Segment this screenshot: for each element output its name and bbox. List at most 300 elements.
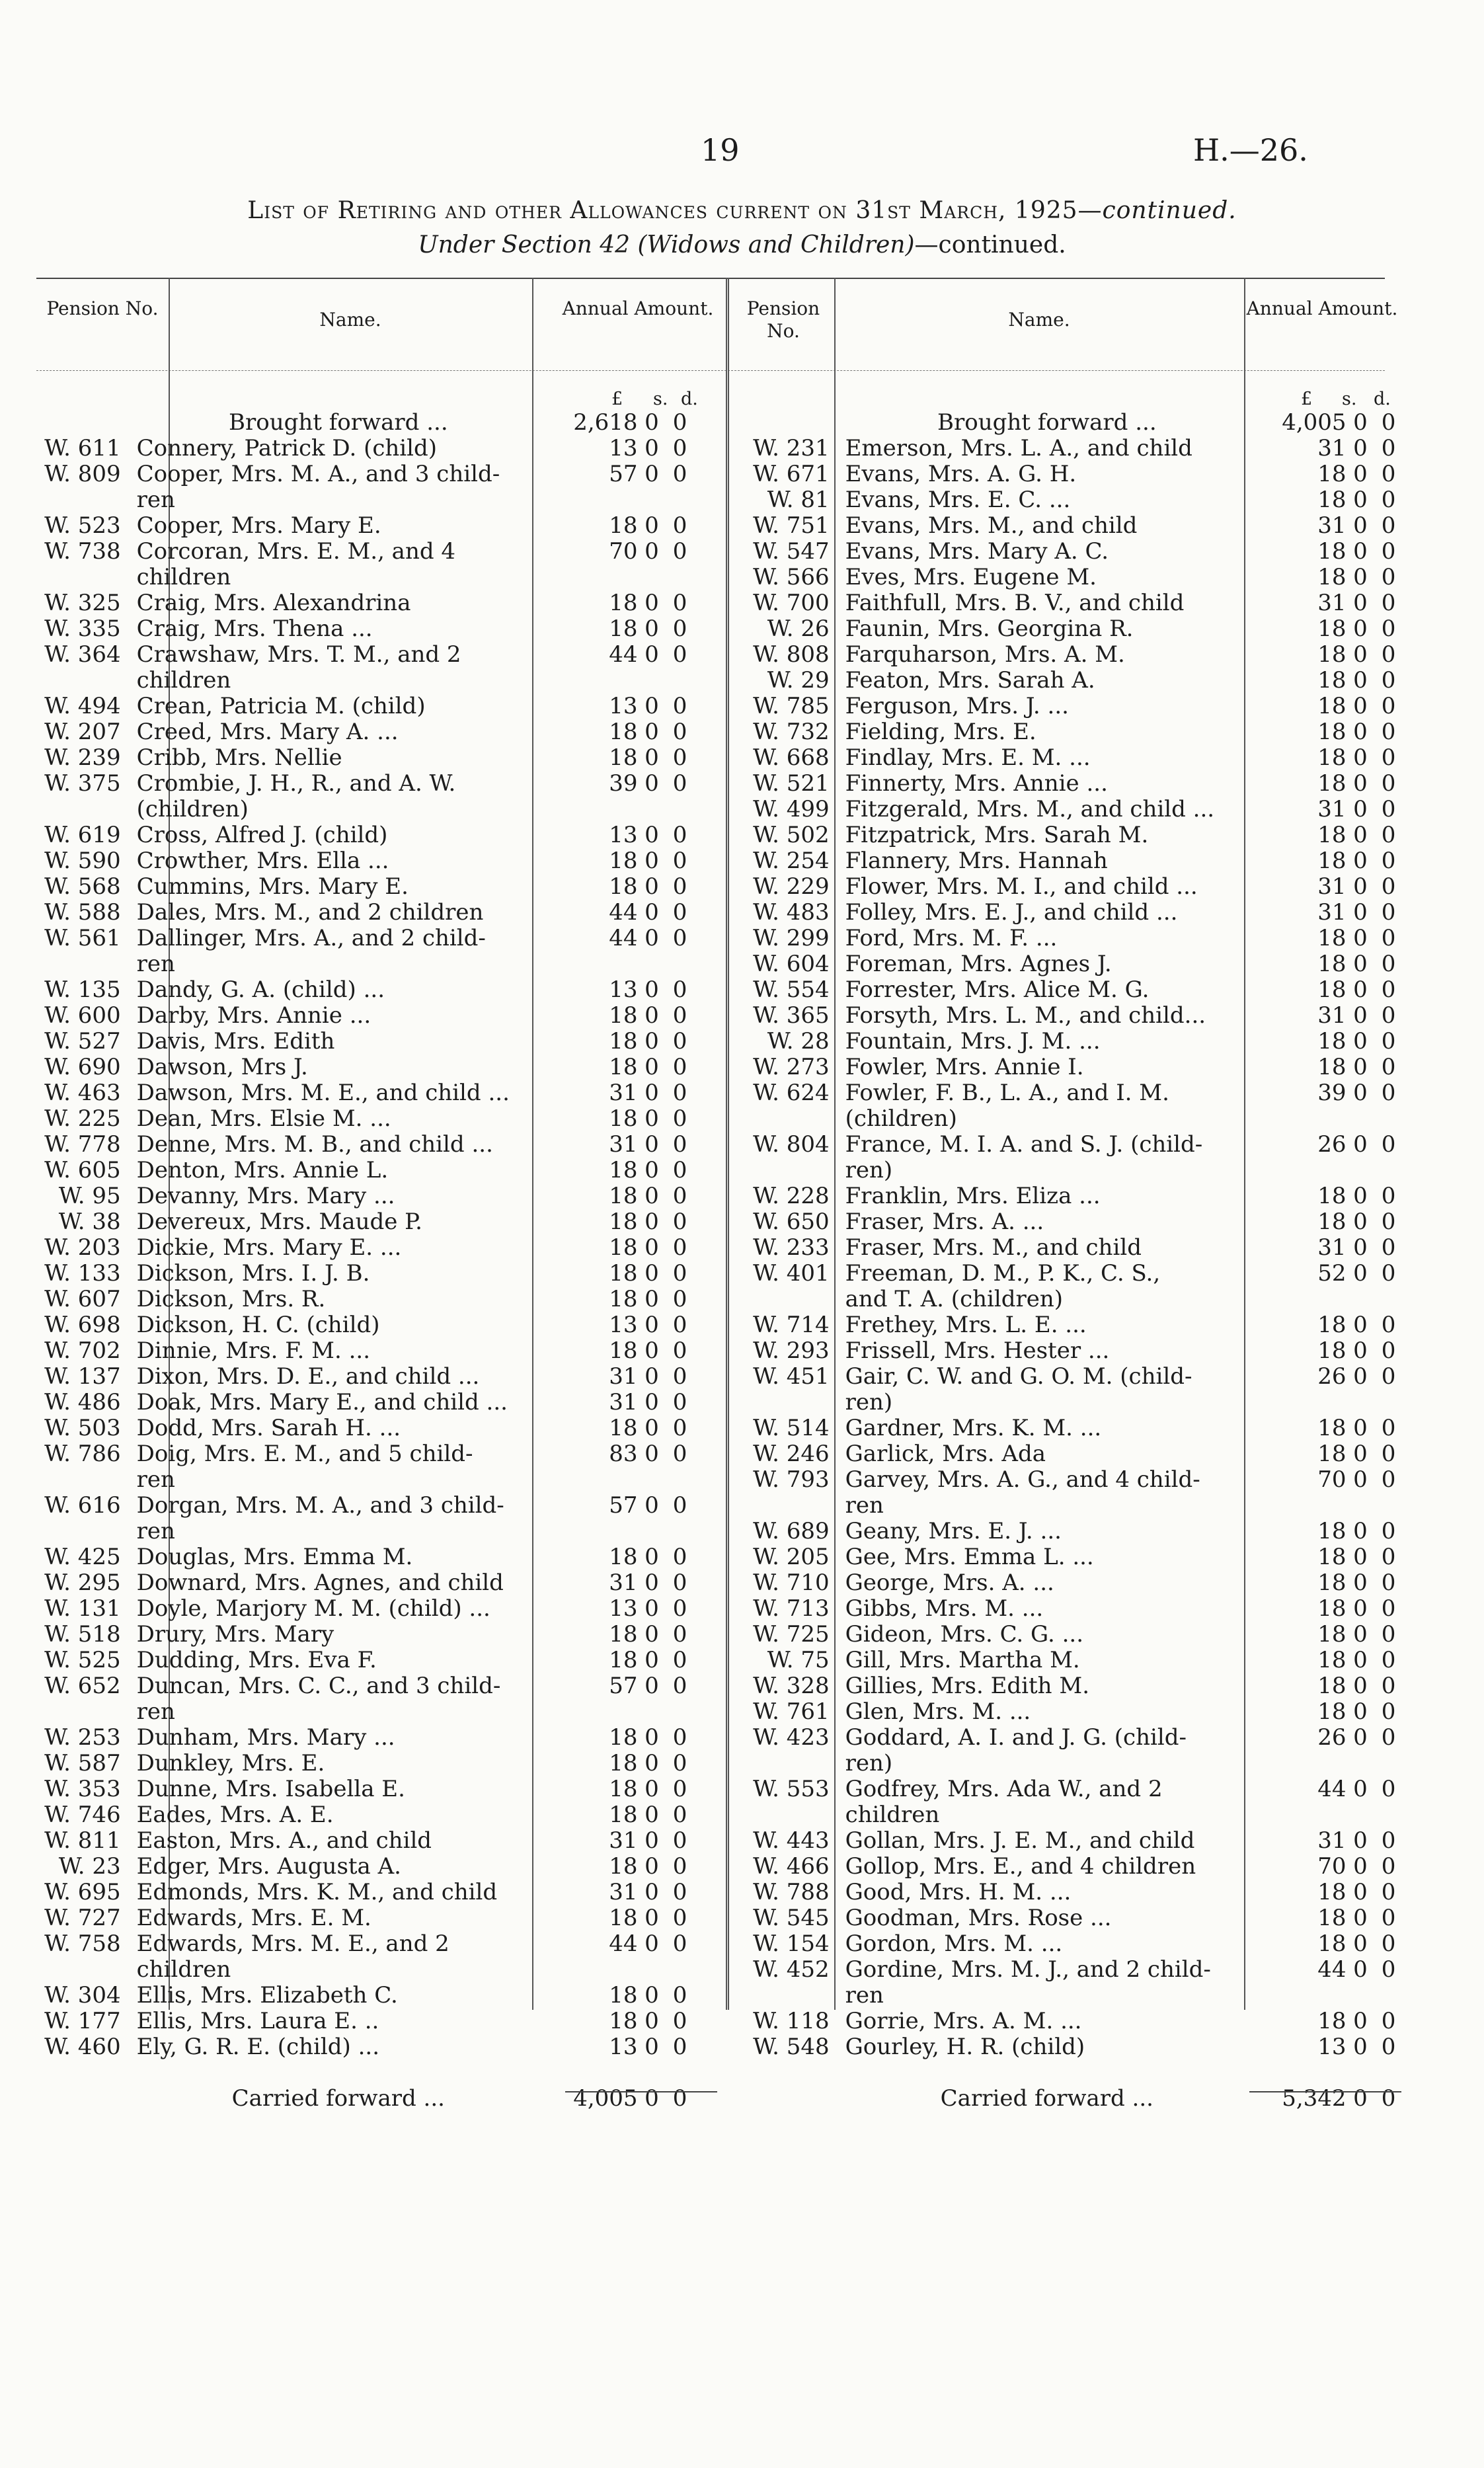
amount-pence: 0 bbox=[672, 1802, 687, 1828]
pension-no: W. 95 bbox=[58, 1183, 121, 1209]
table-row bbox=[26, 1415, 694, 1441]
pensioner-name: Creed, Mrs. Mary A. ... bbox=[136, 719, 399, 745]
table-row bbox=[735, 539, 1403, 565]
pensioner-name: Connery, Patrick D. (child) bbox=[136, 435, 438, 461]
amount-pence: 0 bbox=[1381, 822, 1396, 848]
amount-shillings: 0 bbox=[1353, 1724, 1368, 1751]
pensioner-name: Gorrie, Mrs. A. M. ... bbox=[845, 2008, 1082, 2034]
pensioner-name: Cooper, Mrs. Mary E. bbox=[136, 512, 381, 539]
table-row bbox=[26, 694, 694, 719]
amount-pounds: 31 bbox=[1317, 590, 1347, 616]
amount-pounds: 13 bbox=[609, 1595, 638, 1622]
pensioner-name: ren bbox=[845, 1982, 884, 2009]
pensioner-name: Drury, Mrs. Mary bbox=[136, 1621, 334, 1648]
amount-pence: 0 bbox=[672, 1905, 687, 1931]
amount-pence: 0 bbox=[1381, 1544, 1396, 1570]
pension-no: W. 364 bbox=[44, 641, 121, 668]
amount-pounds: 31 bbox=[1317, 435, 1347, 461]
amount-pounds: 18 bbox=[609, 512, 638, 539]
amount-pounds: 18 bbox=[609, 1337, 638, 1364]
amount-shillings: 0 bbox=[1353, 1698, 1368, 1725]
amount-pounds: 31 bbox=[1317, 1827, 1347, 1854]
pension-no: W. 525 bbox=[44, 1647, 121, 1673]
pensioner-name: children bbox=[136, 1956, 231, 1983]
header-pension-no: Pension No. bbox=[46, 298, 159, 319]
total-rule-left bbox=[565, 2091, 717, 2092]
pension-no: W. 228 bbox=[753, 1183, 830, 1209]
amount-shillings: 0 bbox=[1353, 641, 1368, 668]
amount-shillings: 0 bbox=[1353, 719, 1368, 745]
pensioner-name: Cummins, Mrs. Mary E. bbox=[136, 873, 409, 900]
amount-pence: 0 bbox=[672, 641, 687, 668]
pension-no bbox=[26, 668, 129, 694]
pensioner-name: Godfrey, Mrs. Ada W., and 2 bbox=[845, 1776, 1163, 1802]
pension-no bbox=[26, 565, 129, 590]
pension-no: W. 714 bbox=[753, 1312, 830, 1338]
table-row bbox=[26, 539, 694, 565]
pensioner-name: Carried forward ... bbox=[231, 2085, 445, 2112]
amount-pounds: 18 bbox=[1317, 1337, 1347, 1364]
amount-pounds: 18 bbox=[1317, 564, 1347, 590]
pension-no: W. 486 bbox=[44, 1389, 121, 1415]
table-row bbox=[26, 616, 694, 642]
header-name: Name. bbox=[1008, 309, 1070, 331]
amount-pounds: 18 bbox=[609, 1776, 638, 1802]
amount-shillings: 0 bbox=[1353, 1441, 1368, 1467]
amount-shillings bbox=[1347, 1751, 1375, 1776]
amount-shillings: 0 bbox=[1353, 1570, 1368, 1596]
amount-pence: 0 bbox=[672, 925, 687, 951]
pension-no bbox=[735, 1983, 838, 2009]
pensioner-name: (children) bbox=[136, 796, 249, 822]
amount-shillings: 0 bbox=[1353, 1673, 1368, 1699]
pensioner-name: ren) bbox=[845, 1750, 893, 1776]
amount-pence: 0 bbox=[1381, 1931, 1396, 1957]
amount-pence: 0 bbox=[1381, 1260, 1396, 1287]
pension-no: W. 652 bbox=[44, 1673, 121, 1699]
table-row bbox=[735, 513, 1403, 539]
amount-shillings: 0 bbox=[1353, 693, 1368, 719]
pension-no: W. 554 bbox=[753, 976, 830, 1003]
pensioner-name: Fitzpatrick, Mrs. Sarah M. bbox=[845, 822, 1149, 848]
amount-pounds: 18 bbox=[609, 616, 638, 642]
amount-pounds: 31 bbox=[609, 1389, 638, 1415]
amount-pounds: 18 bbox=[609, 590, 638, 616]
pensioner-name: Ellis, Mrs. Elizabeth C. bbox=[136, 1982, 398, 2009]
amount-pence: 0 bbox=[672, 1080, 687, 1106]
pension-no: W. 137 bbox=[44, 1363, 121, 1390]
amount-pounds: 18 bbox=[609, 1415, 638, 1441]
amount-shillings: 0 bbox=[644, 1750, 659, 1776]
amount-pounds: 18 bbox=[609, 1982, 638, 2009]
pension-no: W. 254 bbox=[753, 848, 830, 874]
amount-pounds: 18 bbox=[609, 1724, 638, 1751]
table-row bbox=[26, 1776, 694, 1802]
pension-no: W. 460 bbox=[44, 2034, 121, 2060]
amount-shillings: 0 bbox=[644, 2085, 659, 2112]
amount-pounds: 18 bbox=[609, 1054, 638, 1080]
amount-pounds: 18 bbox=[1317, 1054, 1347, 1080]
amount-shillings: 0 bbox=[644, 1415, 659, 1441]
amount-shillings: 0 bbox=[644, 435, 659, 461]
pensioner-name: Good, Mrs. H. M. ... bbox=[845, 1879, 1072, 1905]
amount-shillings: 0 bbox=[1353, 1466, 1368, 1493]
pensioner-name: Garvey, Mrs. A. G., and 4 child- bbox=[845, 1466, 1200, 1493]
pensioner-name: Evans, Mrs. A. G. H. bbox=[845, 461, 1077, 487]
header-annual-amount: Annual Amount. bbox=[1246, 298, 1398, 319]
pension-no: W. 246 bbox=[753, 1441, 830, 1467]
pensioner-name: ren bbox=[136, 1698, 175, 1725]
pension-no: W. 732 bbox=[753, 719, 830, 745]
table-row bbox=[735, 1776, 1403, 1802]
amount-shillings: 0 bbox=[644, 873, 659, 900]
pension-no: W. 702 bbox=[44, 1337, 121, 1364]
amount-shillings: 0 bbox=[644, 848, 659, 874]
pensioner-name: Ferguson, Mrs. J. ... bbox=[845, 693, 1069, 719]
pension-no: W. 375 bbox=[44, 770, 121, 797]
amount-shillings: 0 bbox=[644, 1879, 659, 1905]
pension-no: W. 239 bbox=[44, 744, 121, 771]
table-row bbox=[26, 1132, 694, 1158]
amount-pounds: 31 bbox=[1317, 1234, 1347, 1261]
amount-pence bbox=[1374, 1106, 1403, 1132]
table-row bbox=[26, 1235, 694, 1261]
table-row bbox=[26, 977, 694, 1003]
table-row bbox=[26, 1957, 694, 1983]
amount-pence: 0 bbox=[1381, 1827, 1396, 1854]
amount-shillings: 0 bbox=[644, 1982, 659, 2009]
amount-pence: 0 bbox=[672, 1131, 687, 1158]
amount-shillings: 0 bbox=[1353, 1879, 1368, 1905]
table-row bbox=[735, 1106, 1403, 1132]
table-row bbox=[26, 1390, 694, 1415]
table-row bbox=[26, 1828, 694, 1854]
amount-pounds: 18 bbox=[1317, 1570, 1347, 1596]
table-row bbox=[26, 1029, 694, 1055]
table-row bbox=[735, 1544, 1403, 1570]
amount-pounds: 18 bbox=[1317, 1518, 1347, 1544]
amount-shillings bbox=[638, 1699, 666, 1725]
amount-pence: 0 bbox=[672, 1750, 687, 1776]
amount-pence: 0 bbox=[1381, 461, 1396, 487]
amount-pounds: 18 bbox=[609, 873, 638, 900]
pension-no: W. 548 bbox=[753, 2034, 830, 2060]
amount-pence: 0 bbox=[1381, 976, 1396, 1003]
pensioner-name: Dawson, Mrs J. bbox=[136, 1054, 308, 1080]
amount-pence bbox=[666, 1519, 694, 1544]
amount-pence bbox=[1374, 1390, 1403, 1415]
amount-pence: 0 bbox=[1381, 899, 1396, 926]
pension-no bbox=[735, 1751, 838, 1776]
table-row bbox=[26, 1364, 694, 1390]
amount-pence: 0 bbox=[672, 2034, 687, 2060]
table-row bbox=[26, 1673, 694, 1699]
pensioner-name: ren) bbox=[845, 1389, 893, 1415]
amount-shillings: 0 bbox=[1353, 1234, 1368, 1261]
pensioner-name: Dean, Mrs. Elsie M. ... bbox=[136, 1105, 391, 1132]
amount-shillings: 0 bbox=[1353, 564, 1368, 590]
amount-pounds: 18 bbox=[609, 1286, 638, 1312]
table-row bbox=[735, 487, 1403, 513]
amount-pounds: 18 bbox=[1317, 1698, 1347, 1725]
amount-pounds: 18 bbox=[609, 848, 638, 874]
amount-pence: 0 bbox=[1381, 1595, 1396, 1622]
table-row bbox=[735, 1854, 1403, 1880]
table-row bbox=[735, 1570, 1403, 1596]
ledger-right bbox=[735, 410, 1403, 2112]
table-row bbox=[26, 874, 694, 900]
amount-shillings: 0 bbox=[644, 1080, 659, 1106]
pension-no: W. 425 bbox=[44, 1544, 121, 1570]
pensioner-name: Duncan, Mrs. C. C., and 3 child- bbox=[136, 1673, 501, 1699]
pension-no: W. 203 bbox=[44, 1234, 121, 1261]
shillings-label: s. bbox=[1342, 389, 1357, 409]
forward-row bbox=[735, 2086, 1403, 2112]
amount-pence: 0 bbox=[1381, 848, 1396, 874]
pension-no: W. 793 bbox=[753, 1466, 830, 1493]
table-row bbox=[735, 1699, 1403, 1725]
amount-shillings bbox=[638, 668, 666, 694]
table-row bbox=[735, 745, 1403, 771]
amount-pence: 0 bbox=[1381, 1879, 1396, 1905]
pension-no: W. 499 bbox=[753, 796, 830, 822]
pension-no: W. 75 bbox=[767, 1647, 830, 1673]
amount-pounds: 57 bbox=[609, 1492, 638, 1519]
amount-pounds: 18 bbox=[1317, 1544, 1347, 1570]
amount-pounds: 18 bbox=[609, 1183, 638, 1209]
pensioner-name: Devereux, Mrs. Maude P. bbox=[136, 1209, 422, 1235]
table-row bbox=[26, 1802, 694, 1828]
pension-no: W. 671 bbox=[753, 461, 830, 487]
amount-pounds: 39 bbox=[609, 770, 638, 797]
pensioner-name: Dales, Mrs. M., and 2 children bbox=[136, 899, 484, 926]
pensioner-name: Goodman, Mrs. Rose ... bbox=[845, 1905, 1112, 1931]
pensioner-name: Crowther, Mrs. Ella ... bbox=[136, 848, 389, 874]
amount-pence: 0 bbox=[1381, 1905, 1396, 1931]
pensioner-name: Davis, Mrs. Edith bbox=[136, 1028, 335, 1055]
amount-pounds: 18 bbox=[1317, 822, 1347, 848]
pensioner-name: Dorgan, Mrs. M. A., and 3 child- bbox=[136, 1492, 504, 1519]
amount-pence: 0 bbox=[672, 1982, 687, 2009]
amount-pence: 0 bbox=[1381, 1441, 1396, 1467]
amount-pounds bbox=[1249, 1390, 1346, 1415]
pension-no: W. 588 bbox=[44, 899, 121, 926]
pension-no bbox=[735, 410, 838, 436]
amount-shillings: 0 bbox=[644, 1647, 659, 1673]
amount-pence: 0 bbox=[672, 2008, 687, 2034]
amount-pence: 0 bbox=[1381, 2034, 1396, 2060]
amount-shillings: 0 bbox=[644, 1724, 659, 1751]
table-row bbox=[735, 848, 1403, 874]
amount-shillings: 0 bbox=[644, 976, 659, 1003]
amount-shillings: 0 bbox=[1353, 1853, 1368, 1880]
amount-pence bbox=[1374, 1802, 1403, 1828]
table-row bbox=[735, 771, 1403, 797]
amount-pounds: 18 bbox=[609, 1209, 638, 1235]
table-row bbox=[26, 1080, 694, 1106]
amount-pence: 0 bbox=[1381, 1673, 1396, 1699]
amount-pounds: 18 bbox=[1317, 951, 1347, 977]
amount-pence: 0 bbox=[672, 1183, 687, 1209]
table-row bbox=[735, 926, 1403, 951]
pensioner-name: Gideon, Mrs. C. G. ... bbox=[845, 1621, 1084, 1648]
pensioner-name: Dickie, Mrs. Mary E. ... bbox=[136, 1234, 402, 1261]
pensioner-name: Denton, Mrs. Annie L. bbox=[136, 1157, 389, 1183]
amount-pence bbox=[666, 1957, 694, 1983]
ledger-left bbox=[26, 410, 694, 2112]
amount-pounds: 31 bbox=[609, 1363, 638, 1390]
pensioner-name: Folley, Mrs. E. J., and child ... bbox=[845, 899, 1178, 926]
pension-no: W. 725 bbox=[753, 1621, 830, 1648]
table-row bbox=[26, 2034, 694, 2060]
amount-pence bbox=[666, 668, 694, 694]
amount-pounds bbox=[540, 1957, 637, 1983]
pension-no: W. 177 bbox=[44, 2008, 121, 2034]
amount-pounds: 13 bbox=[609, 976, 638, 1003]
amount-shillings: 0 bbox=[1353, 1595, 1368, 1622]
table-row bbox=[735, 822, 1403, 848]
amount-shillings: 0 bbox=[644, 1363, 659, 1390]
amount-pounds: 57 bbox=[609, 1673, 638, 1699]
pension-no: W. 785 bbox=[753, 693, 830, 719]
pensioner-name: ren bbox=[136, 487, 175, 513]
amount-shillings: 0 bbox=[644, 1621, 659, 1648]
table-row bbox=[735, 694, 1403, 719]
amount-pence: 0 bbox=[1381, 1363, 1396, 1390]
amount-shillings: 0 bbox=[1353, 873, 1368, 900]
table-row bbox=[735, 2034, 1403, 2060]
amount-pounds: 18 bbox=[1317, 1183, 1347, 1209]
pension-no: W. 566 bbox=[753, 564, 830, 590]
pensioner-name: Downard, Mrs. Agnes, and child bbox=[136, 1570, 504, 1596]
pensioner-name: Eades, Mrs. A. E. bbox=[136, 1802, 334, 1828]
table-row bbox=[735, 719, 1403, 745]
amount-pence bbox=[666, 2060, 694, 2086]
pension-no bbox=[735, 1158, 838, 1183]
pensioner-name: Craig, Mrs. Thena ... bbox=[136, 616, 373, 642]
pension-no: W. 154 bbox=[753, 1931, 830, 1957]
table-row bbox=[26, 513, 694, 539]
pensioner-name: Faunin, Mrs. Georgina R. bbox=[845, 616, 1134, 642]
amount-pence: 0 bbox=[672, 1853, 687, 1880]
amount-pounds: 44 bbox=[609, 641, 638, 668]
pensioner-name: Craig, Mrs. Alexandrina bbox=[136, 590, 411, 616]
amount-shillings: 0 bbox=[644, 1054, 659, 1080]
pension-no: W. 23 bbox=[58, 1853, 121, 1880]
table-row bbox=[26, 1261, 694, 1287]
amount-pence: 0 bbox=[672, 1234, 687, 1261]
amount-pence: 0 bbox=[672, 770, 687, 797]
table-row bbox=[735, 1003, 1403, 1029]
pensioner-name: Doak, Mrs. Mary E., and child ... bbox=[136, 1389, 508, 1415]
pensioner-name: Gee, Mrs. Emma L. ... bbox=[845, 1544, 1094, 1570]
pensioner-name: Freeman, D. M., P. K., C. S., bbox=[845, 1260, 1161, 1287]
amount-pounds: 70 bbox=[1317, 1466, 1347, 1493]
header-pension-no: Pension No. bbox=[746, 298, 820, 342]
pension-no: W. 710 bbox=[753, 1570, 830, 1596]
pension-no bbox=[26, 2086, 129, 2112]
amount-pence bbox=[666, 1467, 694, 1493]
pension-no: W. 118 bbox=[753, 2008, 830, 2034]
pension-no: W. 604 bbox=[753, 951, 830, 977]
amount-pounds bbox=[540, 1699, 637, 1725]
table-row bbox=[26, 1158, 694, 1183]
amount-pence bbox=[1374, 1751, 1403, 1776]
pensioner-name: Frethey, Mrs. L. E. ... bbox=[845, 1312, 1087, 1338]
pension-no: W. 650 bbox=[753, 1209, 830, 1235]
pensioner-name: Garlick, Mrs. Ada bbox=[845, 1441, 1046, 1467]
table-row bbox=[735, 1467, 1403, 1493]
pension-no bbox=[26, 1957, 129, 1983]
amount-pounds: 4,005 bbox=[1282, 409, 1347, 436]
pence-label: d. bbox=[1374, 389, 1391, 409]
amount-pounds: 31 bbox=[1317, 873, 1347, 900]
amount-pounds bbox=[540, 2060, 637, 2086]
page-subtitle bbox=[0, 231, 1484, 259]
amount-shillings: 0 bbox=[1353, 1260, 1368, 1287]
pension-no: W. 590 bbox=[44, 848, 121, 874]
amount-shillings: 0 bbox=[644, 1673, 659, 1699]
pension-no: W. 518 bbox=[44, 1621, 121, 1648]
pension-no: W. 38 bbox=[58, 1209, 121, 1235]
amount-pounds bbox=[540, 565, 637, 590]
pensioner-name: Brought forward ... bbox=[228, 409, 448, 436]
amount-pounds: 18 bbox=[609, 1002, 638, 1029]
table-row bbox=[26, 1493, 694, 1519]
table-row bbox=[735, 1338, 1403, 1364]
table-row bbox=[735, 1390, 1403, 1415]
amount-shillings: 0 bbox=[644, 1209, 659, 1235]
amount-pence: 0 bbox=[672, 1931, 687, 1957]
amount-pounds: 18 bbox=[1317, 2008, 1347, 2034]
amount-shillings: 0 bbox=[1353, 1905, 1368, 1931]
amount-shillings: 0 bbox=[644, 1441, 659, 1467]
forward-row bbox=[735, 410, 1403, 436]
amount-shillings bbox=[638, 1467, 666, 1493]
table-row bbox=[26, 487, 694, 513]
subtitle-continued: —continued. bbox=[914, 231, 1066, 259]
amount-pence: 0 bbox=[672, 873, 687, 900]
header-name: Name. bbox=[319, 309, 381, 331]
amount-pounds: 18 bbox=[1317, 1621, 1347, 1648]
pension-no bbox=[26, 1519, 129, 1544]
pensioner-name bbox=[838, 2060, 1249, 2086]
amount-shillings bbox=[1347, 1493, 1375, 1519]
pension-no bbox=[26, 487, 129, 513]
amount-pounds: 31 bbox=[1317, 1002, 1347, 1029]
pensioner-name: Ford, Mrs. M. F. ... bbox=[845, 925, 1058, 951]
amount-pounds: 44 bbox=[1317, 1776, 1347, 1802]
table-row bbox=[735, 1673, 1403, 1699]
pension-no: W. 698 bbox=[44, 1312, 121, 1338]
table-row bbox=[735, 1957, 1403, 1983]
table-row bbox=[735, 1802, 1403, 1828]
amount-shillings: 0 bbox=[644, 461, 659, 487]
pensioner-name: Gillies, Mrs. Edith M. bbox=[845, 1673, 1090, 1699]
amount-shillings: 0 bbox=[1353, 1080, 1368, 1106]
amount-pence: 0 bbox=[672, 538, 687, 565]
pensioner-name: Dawson, Mrs. M. E., and child ... bbox=[136, 1080, 510, 1106]
amount-shillings: 0 bbox=[1353, 899, 1368, 926]
pension-no bbox=[735, 1287, 838, 1312]
amount-shillings bbox=[1347, 1287, 1375, 1312]
pensioner-name: Dandy, G. A. (child) ... bbox=[136, 976, 385, 1003]
table-row bbox=[26, 1003, 694, 1029]
table-row bbox=[26, 848, 694, 874]
amount-shillings: 0 bbox=[644, 1312, 659, 1338]
pensioner-name: Edwards, Mrs. M. E., and 2 bbox=[136, 1931, 449, 1957]
amount-shillings: 0 bbox=[1353, 1518, 1368, 1544]
